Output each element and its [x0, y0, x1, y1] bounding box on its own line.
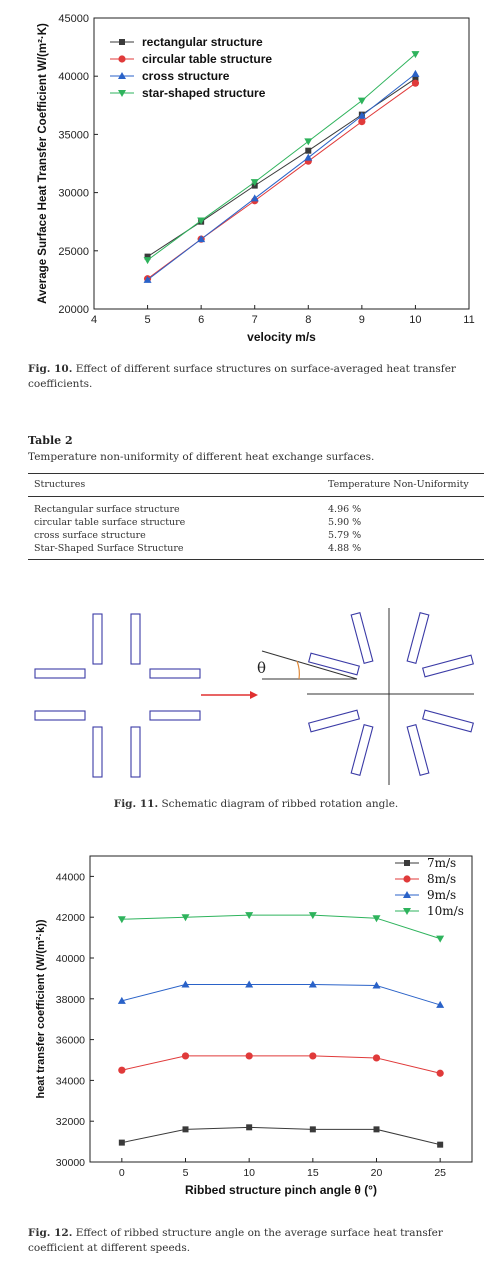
data-point — [411, 70, 419, 77]
data-point — [118, 916, 126, 923]
data-point — [437, 1070, 444, 1077]
rib — [309, 710, 360, 732]
table-header-row — [28, 474, 484, 497]
fig11-caption — [28, 797, 484, 812]
table2-title: Table 2 — [28, 434, 73, 447]
y-tick-label: 40000 — [55, 953, 85, 965]
data-point — [304, 138, 312, 145]
x-axis-label: velocity m/s — [247, 330, 316, 344]
series-line — [122, 1056, 440, 1073]
y-tick-label: 36000 — [55, 1034, 85, 1047]
legend-label: 7m/s — [427, 856, 457, 870]
y-axis-label: heat transfer coefficient (W/(m²·k)) — [35, 919, 47, 1099]
x-tick-label: 11 — [463, 314, 475, 326]
legend-label: 8m/s — [427, 872, 457, 886]
series-line — [122, 1127, 440, 1144]
fig12-caption — [28, 1226, 484, 1255]
y-tick-label: 25000 — [58, 245, 89, 258]
rib — [131, 614, 140, 664]
rib — [35, 669, 85, 678]
rib — [407, 725, 429, 776]
data-point — [119, 1140, 125, 1146]
rib — [407, 613, 429, 664]
table-cell-value: 4.88 % — [322, 542, 484, 560]
fig10-chart — [0, 0, 495, 350]
y-tick-label: 42000 — [55, 912, 85, 925]
legend-marker — [403, 875, 410, 882]
table-cell-structure: Rectangular surface structure — [34, 504, 180, 515]
rib — [309, 653, 360, 675]
arrow-right-icon — [201, 691, 258, 699]
data-point — [118, 1067, 125, 1074]
y-axis-label: Average Surface Heat Transfer Coefficient W/(m²·K) — [37, 23, 49, 304]
x-tick-label: 10 — [243, 1167, 256, 1179]
x-tick-label: 15 — [306, 1167, 319, 1179]
fig10-caption-label: Fig. 10. — [28, 363, 73, 375]
series-line — [148, 74, 416, 280]
table2 — [28, 473, 484, 560]
data-point — [251, 194, 259, 201]
x-tick-label: 7 — [251, 314, 258, 326]
y-tick-label: 34000 — [55, 1075, 85, 1088]
x-tick-label: 4 — [90, 314, 98, 326]
data-point — [437, 1142, 443, 1148]
angle-rib-edge-line — [262, 651, 357, 679]
fig12-caption-text: Effect of ribbed structure angle on the average surface heat transfer coefficient at different speeds. — [28, 1227, 443, 1254]
y-tick-label: 40000 — [58, 71, 89, 84]
y-tick-label: 20000 — [58, 304, 89, 316]
legend-label: circular table structure — [142, 52, 273, 66]
fig10-caption-text: Effect of different surface structures on surface-averaged heat transfer coefficients. — [28, 363, 456, 390]
data-point — [358, 98, 366, 105]
legend-label: 9m/s — [427, 888, 457, 902]
x-tick-label: 6 — [198, 314, 205, 326]
fig11-caption-text: Schematic diagram of ribbed rotation angle. — [161, 798, 399, 810]
rib — [93, 727, 102, 777]
fig10-caption — [28, 362, 484, 391]
data-point — [310, 1126, 316, 1132]
series-line — [122, 915, 440, 938]
y-tick-label: 45000 — [58, 13, 89, 25]
data-point — [246, 1052, 253, 1059]
rib — [351, 613, 373, 664]
table-row — [28, 542, 484, 560]
table-cell-structure: Star-Shaped Surface Structure — [28, 542, 322, 560]
angle-theta-label: θ — [257, 659, 267, 677]
data-point — [182, 1052, 189, 1059]
y-tick-label: 44000 — [55, 871, 85, 884]
legend-marker — [118, 55, 125, 62]
header-temperature-non-uniformity: Temperature Non-Uniformity — [322, 474, 484, 497]
data-point — [412, 80, 419, 87]
y-tick-label: 30000 — [58, 187, 89, 200]
table-cell-structure: circular table surface structure — [34, 517, 186, 528]
x-tick-label: 5 — [144, 314, 151, 326]
y-tick-label: 30000 — [55, 1157, 85, 1169]
y-tick-label: 35000 — [58, 129, 89, 142]
x-tick-label: 25 — [434, 1167, 447, 1179]
data-point — [144, 257, 152, 264]
data-point — [373, 1054, 380, 1061]
legend-label: rectangular structure — [142, 35, 263, 49]
legend-label: star-shaped structure — [142, 86, 266, 100]
rib — [351, 725, 373, 776]
x-tick-label: 5 — [182, 1167, 189, 1179]
series-line — [148, 54, 416, 260]
data-point — [358, 118, 365, 125]
table-row — [28, 529, 484, 542]
data-point — [304, 154, 312, 161]
angle-arc — [297, 661, 299, 679]
table-row — [28, 516, 484, 529]
legend-marker — [404, 860, 410, 866]
data-point — [374, 1126, 380, 1132]
y-tick-label: 32000 — [55, 1116, 85, 1129]
x-tick-label: 8 — [305, 314, 312, 326]
data-point — [246, 1124, 252, 1130]
rib — [423, 655, 474, 677]
y-tick-label: 38000 — [55, 993, 85, 1006]
fig11-caption-label: Fig. 11. — [113, 798, 159, 810]
x-tick-label: 9 — [358, 314, 365, 326]
x-tick-label: 20 — [370, 1167, 383, 1179]
table-cell-value: 5.79 % — [328, 530, 362, 541]
table-cell-value: 5.90 % — [328, 517, 362, 528]
rib — [423, 710, 474, 732]
x-tick-label: 10 — [409, 314, 422, 326]
fig11-schematic — [0, 600, 495, 790]
data-point — [305, 148, 311, 154]
plot-frame — [90, 856, 472, 1162]
rib — [93, 614, 102, 664]
x-axis-label: Ribbed structure pinch angle θ (°) — [185, 1183, 377, 1197]
table-row — [28, 497, 484, 517]
header-structures: Structures — [28, 474, 322, 497]
data-point — [309, 1052, 316, 1059]
fig12-caption-label: Fig. 12. — [28, 1227, 73, 1239]
legend-marker — [119, 39, 125, 45]
rib — [35, 711, 85, 720]
table2-description: Temperature non-uniformity of different heat exchange surfaces. — [28, 451, 375, 463]
x-tick-label: 0 — [118, 1167, 125, 1179]
legend-label: 10m/s — [427, 904, 464, 918]
table-cell-structure: cross surface structure — [34, 530, 146, 541]
rib — [150, 711, 200, 720]
table-cell-value: 4.96 % — [328, 504, 362, 515]
legend-label: cross structure — [142, 69, 230, 83]
data-point — [436, 936, 444, 943]
series-line — [122, 985, 440, 1005]
rib — [131, 727, 140, 777]
rib — [150, 669, 200, 678]
fig12-chart — [0, 840, 495, 1220]
data-point — [183, 1126, 189, 1132]
